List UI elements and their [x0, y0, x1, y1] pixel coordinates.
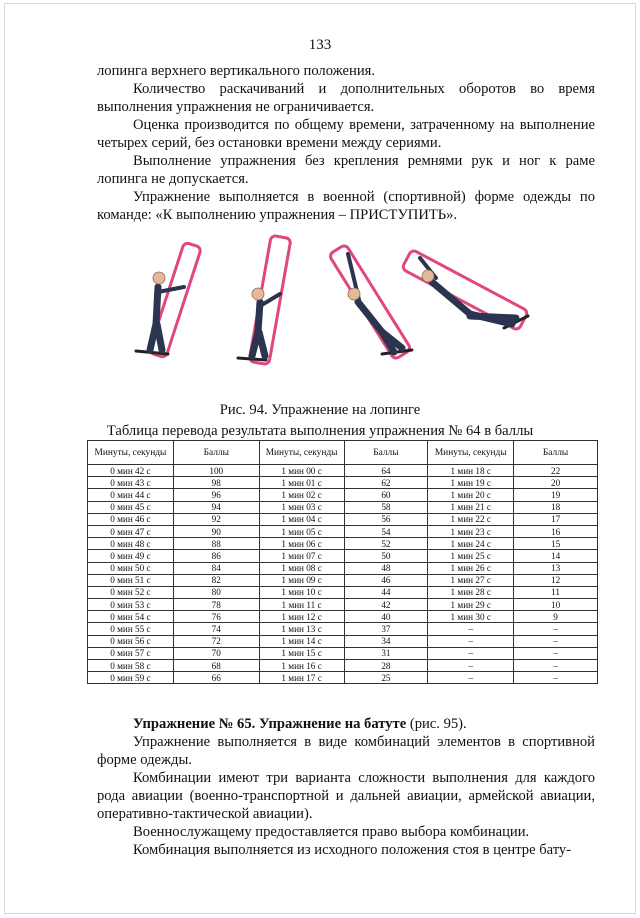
time-cell: 1 мин 23 с — [428, 525, 514, 537]
score-conversion-table — [87, 440, 598, 684]
time-cell: 0 мин 56 с — [88, 635, 174, 647]
paragraph: Военнослужащему предоставляется право выбора комбинации. — [133, 824, 530, 840]
time-cell: 1 мин 29 с — [428, 599, 514, 611]
points-cell: 31 — [344, 647, 428, 659]
table-row — [88, 562, 598, 574]
paragraph: Выполнение упражнения без крепления ремнями рук и ног к раме лопинга не допускается. — [97, 153, 595, 187]
points-cell: 40 — [344, 611, 428, 623]
points-cell: 70 — [173, 647, 259, 659]
points-cell: 84 — [173, 562, 259, 574]
points-cell: 66 — [173, 672, 259, 684]
time-cell: 1 мин 05 с — [259, 525, 344, 537]
points-cell: – — [514, 635, 598, 647]
time-cell: 1 мин 06 с — [259, 538, 344, 550]
time-cell: 1 мин 26 с — [428, 562, 514, 574]
time-cell: 0 мин 48 с — [88, 538, 174, 550]
time-cell: 1 мин 25 с — [428, 550, 514, 562]
time-cell: 0 мин 47 с — [88, 525, 174, 537]
figure-caption: Рис. 94. Упражнение на лопинге — [219, 402, 421, 418]
points-cell: 74 — [173, 623, 259, 635]
points-cell: 12 — [514, 574, 598, 586]
page-number: 133 — [308, 37, 332, 53]
points-cell: 16 — [514, 525, 598, 537]
time-cell: 1 мин 08 с — [259, 562, 344, 574]
table-row — [88, 489, 598, 501]
paragraph: Комбинации имеют три варианта сложности выполнения для каждого рода авиации (военно-транспортной и дальней авиации, армейской авиации, оперативно-тактической авиации). — [97, 770, 595, 822]
loping-pose-2 — [238, 235, 291, 365]
table-row — [88, 672, 598, 684]
paragraph: Комбинация выполняется из исходного положения стоя в центре бату- — [133, 842, 572, 858]
points-cell: 72 — [173, 635, 259, 647]
points-cell: 17 — [514, 513, 598, 525]
points-cell: – — [514, 623, 598, 635]
time-cell: 1 мин 17 с — [259, 672, 344, 684]
time-cell: 0 мин 45 с — [88, 501, 174, 513]
points-cell: – — [514, 672, 598, 684]
points-cell: 28 — [344, 660, 428, 672]
points-cell: 34 — [344, 635, 428, 647]
time-cell: 1 мин 22 с — [428, 513, 514, 525]
points-cell: 50 — [344, 550, 428, 562]
points-cell: 9 — [514, 611, 598, 623]
points-cell: 60 — [344, 489, 428, 501]
time-cell: 1 мин 24 с — [428, 538, 514, 550]
time-cell: 1 мин 04 с — [259, 513, 344, 525]
time-cell: 0 мин 46 с — [88, 513, 174, 525]
exercise-heading-rest: (рис. 95). — [406, 716, 467, 732]
header-time: Минуты, секунды — [428, 441, 514, 465]
time-cell: 1 мин 27 с — [428, 574, 514, 586]
table-row — [88, 525, 598, 537]
time-cell: – — [428, 635, 514, 647]
time-cell: 0 мин 52 с — [88, 586, 174, 598]
points-cell: 25 — [344, 672, 428, 684]
paragraph: Упражнение выполняется в виде комбинаций элементов в спортивной форме одежды. — [97, 734, 595, 768]
points-cell: 76 — [173, 611, 259, 623]
points-cell: 64 — [344, 465, 428, 477]
time-cell: 0 мин 49 с — [88, 550, 174, 562]
points-cell: 94 — [173, 501, 259, 513]
header-points: Баллы — [173, 441, 259, 465]
time-cell: – — [428, 623, 514, 635]
table-row — [88, 599, 598, 611]
points-cell: 86 — [173, 550, 259, 562]
time-cell: 1 мин 12 с — [259, 611, 344, 623]
points-cell: 80 — [173, 586, 259, 598]
points-cell: 78 — [173, 599, 259, 611]
time-cell: 0 мин 55 с — [88, 623, 174, 635]
paragraph: Упражнение выполняется в военной (спортивной) форме одежды по команде: «К выполнению упражнения – ПРИСТУПИТЬ». — [97, 189, 595, 223]
table-row — [88, 623, 598, 635]
table-body — [88, 465, 598, 684]
points-cell: 19 — [514, 489, 598, 501]
time-cell: 1 мин 20 с — [428, 489, 514, 501]
time-cell: 1 мин 10 с — [259, 586, 344, 598]
points-cell: 44 — [344, 586, 428, 598]
points-cell: 14 — [514, 550, 598, 562]
points-cell: 88 — [173, 538, 259, 550]
time-cell: – — [428, 660, 514, 672]
time-cell: 0 мин 54 с — [88, 611, 174, 623]
header-points: Баллы — [344, 441, 428, 465]
exercise-heading — [97, 715, 595, 733]
time-cell: 1 мин 14 с — [259, 635, 344, 647]
points-cell: 22 — [514, 465, 598, 477]
bottom-text-block — [97, 715, 595, 859]
points-cell: – — [514, 647, 598, 659]
points-cell: 52 — [344, 538, 428, 550]
table-row — [88, 477, 598, 489]
time-cell: 0 мин 57 с — [88, 647, 174, 659]
points-cell: – — [514, 660, 598, 672]
points-cell: 13 — [514, 562, 598, 574]
time-cell: 0 мин 53 с — [88, 599, 174, 611]
time-cell: 0 мин 50 с — [88, 562, 174, 574]
points-cell: 56 — [344, 513, 428, 525]
time-cell: – — [428, 672, 514, 684]
time-cell: 1 мин 21 с — [428, 501, 514, 513]
header-time: Минуты, секунды — [259, 441, 344, 465]
time-cell: 1 мин 13 с — [259, 623, 344, 635]
top-text-block — [97, 62, 595, 224]
loping-pose-1 — [136, 242, 201, 358]
paragraph: Оценка производится по общему времени, затраченному на выполнение четырех серий, без остановки времени между сериями. — [97, 117, 595, 151]
points-cell: 46 — [344, 574, 428, 586]
table-row — [88, 501, 598, 513]
time-cell: 1 мин 02 с — [259, 489, 344, 501]
time-cell: 1 мин 19 с — [428, 477, 514, 489]
points-cell: 42 — [344, 599, 428, 611]
header-time: Минуты, секунды — [88, 441, 174, 465]
time-cell: 1 мин 07 с — [259, 550, 344, 562]
table-row — [88, 465, 598, 477]
time-cell: 1 мин 03 с — [259, 501, 344, 513]
time-cell: 1 мин 01 с — [259, 477, 344, 489]
points-cell: 37 — [344, 623, 428, 635]
time-cell: 1 мин 15 с — [259, 647, 344, 659]
table-row — [88, 611, 598, 623]
points-cell: 10 — [514, 599, 598, 611]
time-cell: 0 мин 59 с — [88, 672, 174, 684]
time-cell: 0 мин 58 с — [88, 660, 174, 672]
points-cell: 54 — [344, 525, 428, 537]
time-cell: 1 мин 09 с — [259, 574, 344, 586]
points-cell: 98 — [173, 477, 259, 489]
time-cell: 1 мин 28 с — [428, 586, 514, 598]
points-cell: 96 — [173, 489, 259, 501]
time-cell: 0 мин 44 с — [88, 489, 174, 501]
time-cell: 1 мин 00 с — [259, 465, 344, 477]
table-row — [88, 550, 598, 562]
time-cell: 0 мин 42 с — [88, 465, 174, 477]
table-row — [88, 660, 598, 672]
time-cell: 1 мин 16 с — [259, 660, 344, 672]
paragraph: Количество раскачиваний и дополнительных оборотов во время выполнения упражнения не ограничивается. — [97, 81, 595, 115]
table-title: Таблица перевода результата выполнения упражнения № 64 в баллы — [106, 423, 534, 439]
time-cell: 0 мин 43 с — [88, 477, 174, 489]
points-cell: 48 — [344, 562, 428, 574]
table-header-row — [88, 441, 598, 465]
table-row — [88, 513, 598, 525]
time-cell: 1 мин 18 с — [428, 465, 514, 477]
points-cell: 90 — [173, 525, 259, 537]
time-cell: – — [428, 647, 514, 659]
points-cell: 82 — [173, 574, 259, 586]
time-cell: 1 мин 30 с — [428, 611, 514, 623]
table-row — [88, 635, 598, 647]
points-cell: 15 — [514, 538, 598, 550]
loping-pose-3 — [329, 244, 412, 360]
loping-illustration — [120, 232, 540, 372]
points-cell: 11 — [514, 586, 598, 598]
points-cell: 20 — [514, 477, 598, 489]
paragraph-continuation: лопинга верхнего вертикального положения. — [97, 63, 375, 79]
points-cell: 18 — [514, 501, 598, 513]
points-cell: 100 — [173, 465, 259, 477]
points-cell: 68 — [173, 660, 259, 672]
header-points: Баллы — [514, 441, 598, 465]
table-row — [88, 538, 598, 550]
time-cell: 0 мин 51 с — [88, 574, 174, 586]
table-row — [88, 586, 598, 598]
points-cell: 58 — [344, 501, 428, 513]
points-cell: 62 — [344, 477, 428, 489]
table-row — [88, 647, 598, 659]
exercise-heading-bold: Упражнение № 65. Упражнение на батуте — [133, 716, 407, 732]
time-cell: 1 мин 11 с — [259, 599, 344, 611]
points-cell: 92 — [173, 513, 259, 525]
loping-exercise-figure — [120, 232, 540, 372]
loping-pose-4 — [402, 249, 529, 330]
table-row — [88, 574, 598, 586]
